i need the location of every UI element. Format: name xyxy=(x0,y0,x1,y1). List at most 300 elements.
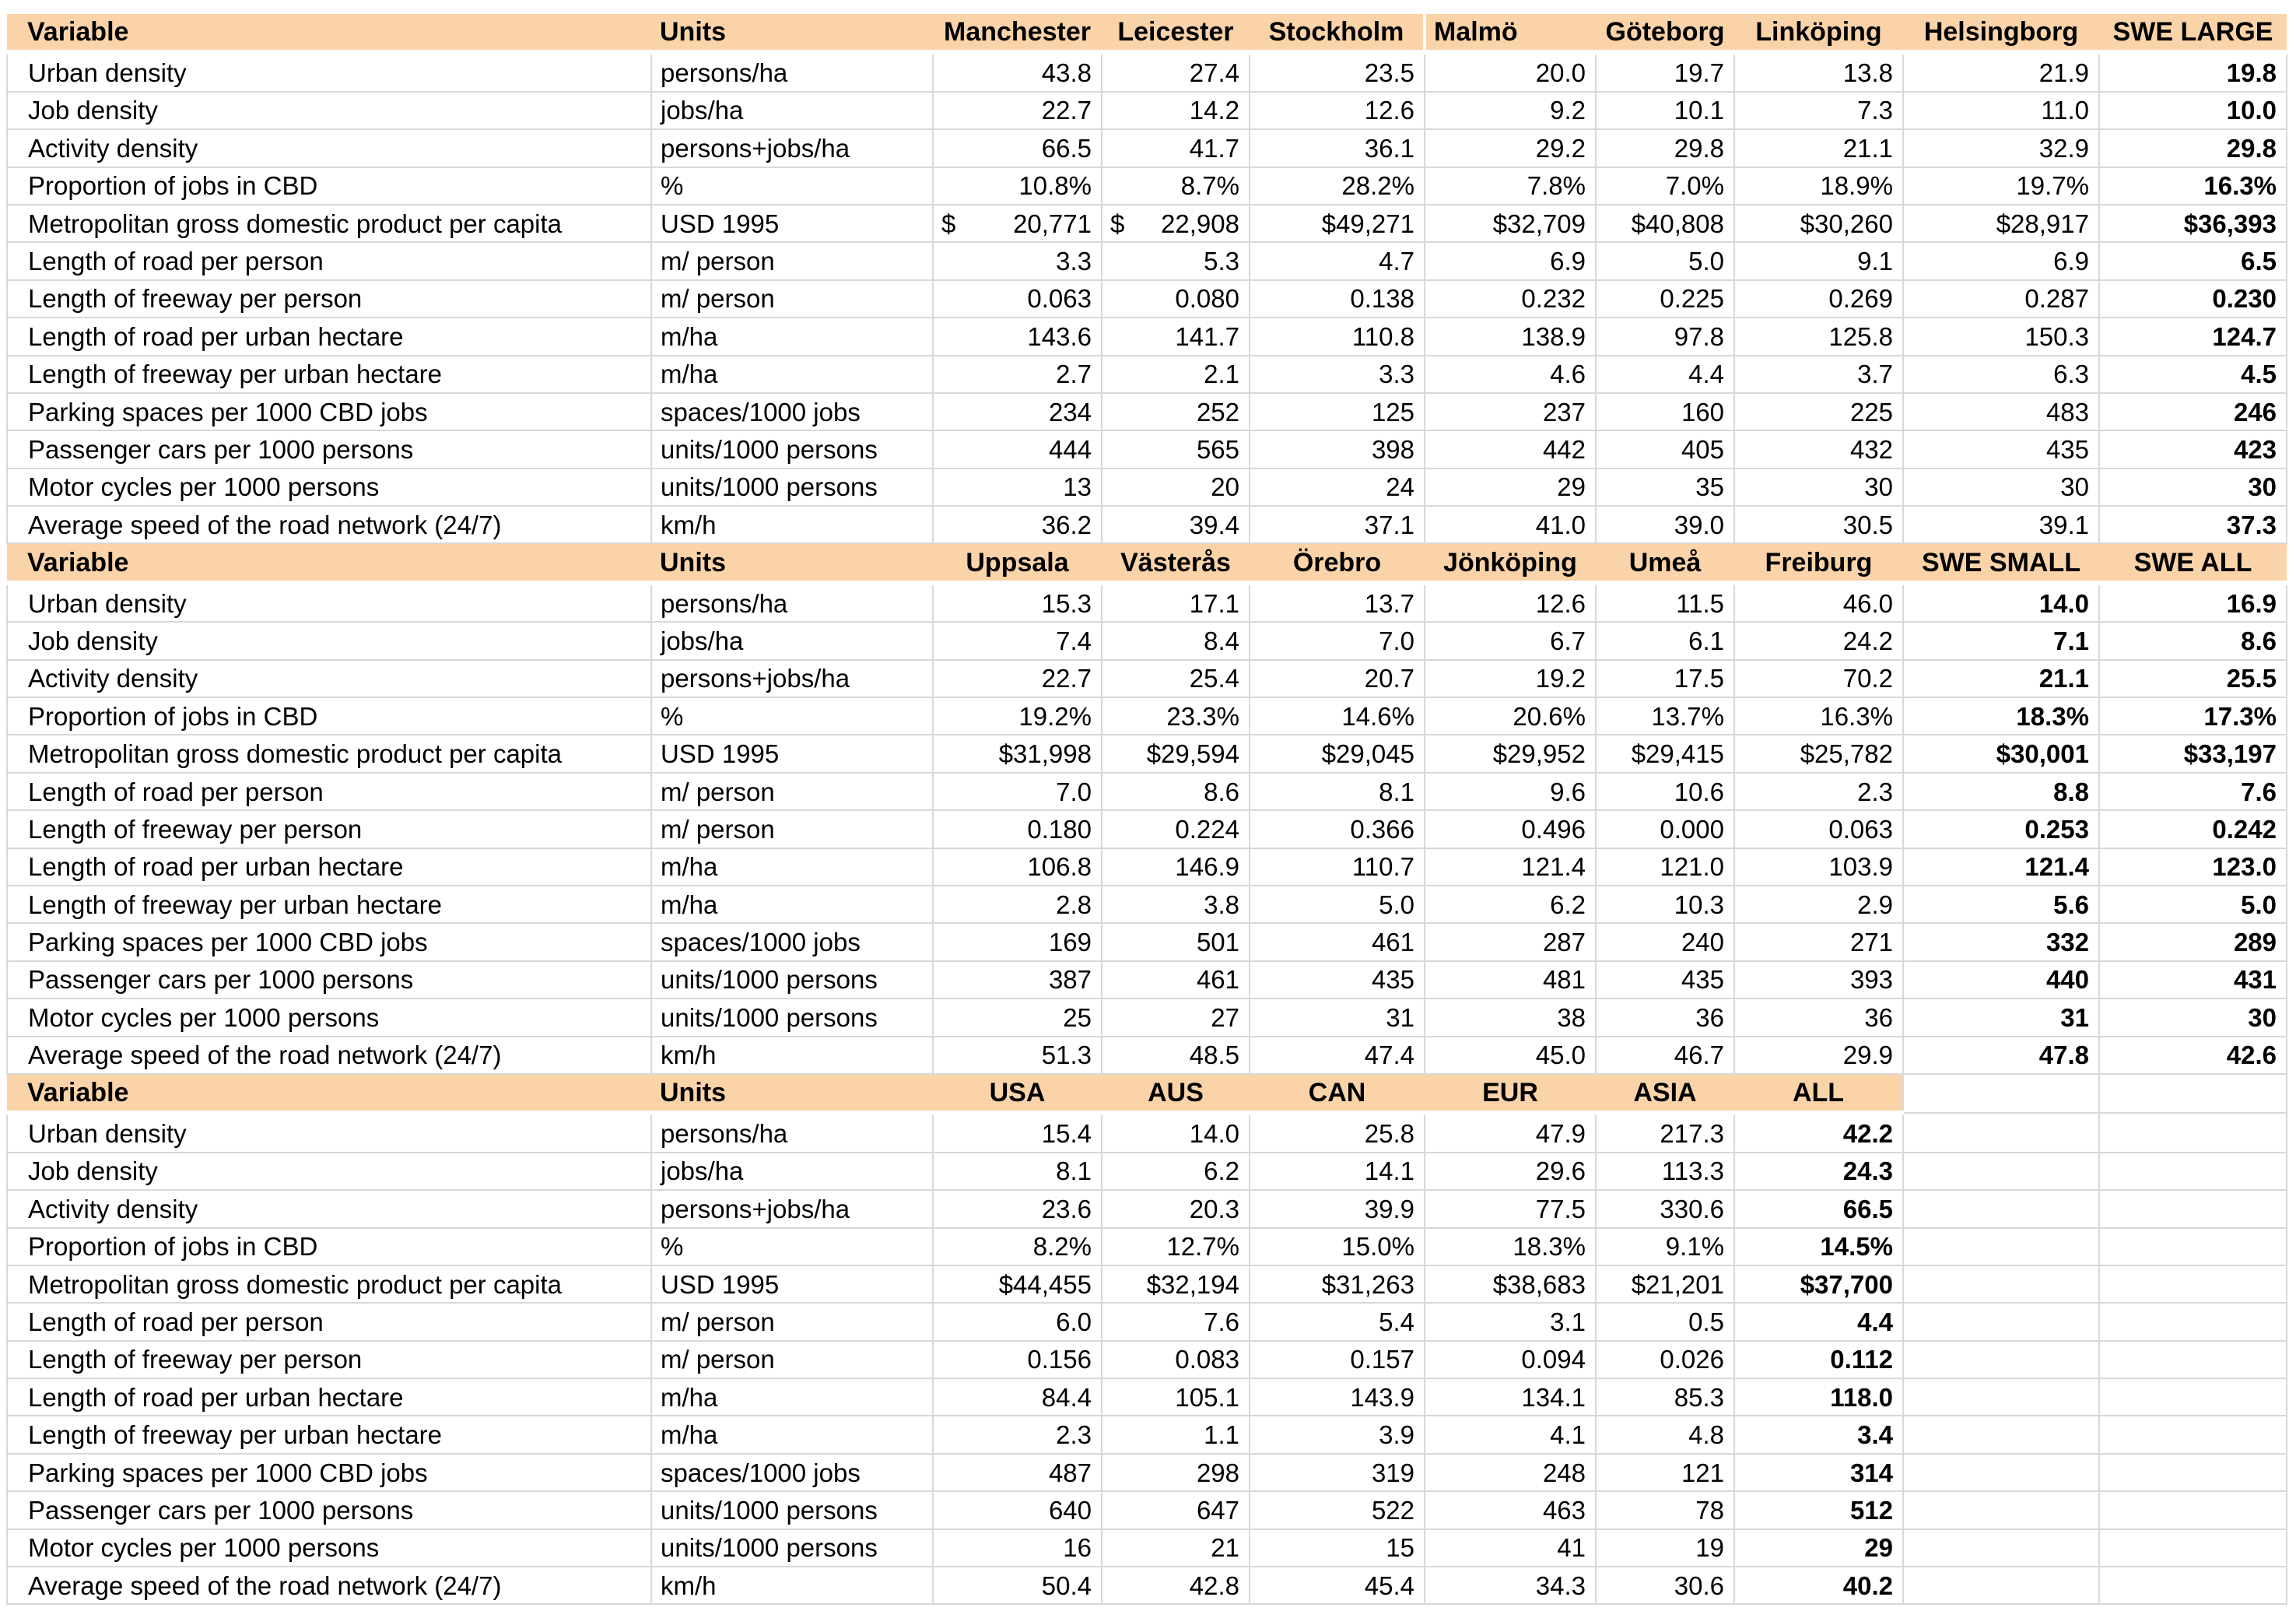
data-row xyxy=(7,242,2287,279)
units-header-cell: Units xyxy=(651,14,933,52)
value-cell: 121 xyxy=(1596,1454,1734,1491)
value-cell: 0.496 xyxy=(1425,810,1596,848)
empty-cell xyxy=(1903,1378,2099,1416)
units-cell: % xyxy=(651,1228,933,1265)
value-cell: 252 xyxy=(1102,393,1250,430)
empty-cell xyxy=(1903,1491,2099,1529)
value-cell: 30 xyxy=(1734,469,1903,506)
units-cell: persons+jobs/ha xyxy=(651,129,933,167)
value-cell: 32.9 xyxy=(1903,129,2099,167)
variable-header-cell: Variable xyxy=(7,14,651,52)
empty-cell xyxy=(1903,1113,2099,1152)
data-row xyxy=(7,1190,2287,1227)
value-cell: 22.7 xyxy=(933,660,1102,697)
variable-cell: Job density xyxy=(7,1153,651,1190)
value-cell: 27.4 xyxy=(1102,52,1250,91)
empty-cell xyxy=(1903,1228,2099,1265)
currency-amount: 20,771 xyxy=(1013,209,1092,238)
value-cell: 30 xyxy=(2099,469,2287,506)
value-cell: 13.7% xyxy=(1596,697,1734,735)
units-cell: km/h xyxy=(651,1037,933,1074)
value-cell: $38,683 xyxy=(1425,1265,1596,1303)
variable-cell: Length of freeway per urban hectare xyxy=(7,356,651,393)
variable-cell: Length of road per urban hectare xyxy=(7,848,651,886)
value-cell: 2.3 xyxy=(933,1416,1102,1453)
value-cell: 0.094 xyxy=(1425,1341,1596,1378)
data-row xyxy=(7,1378,2287,1416)
value-cell: 41.0 xyxy=(1425,506,1596,543)
value-cell: 6.9 xyxy=(1903,242,2099,279)
value-cell: 18.3% xyxy=(1903,697,2099,735)
value-cell: 461 xyxy=(1102,961,1250,999)
column-header-cell: Göteborg xyxy=(1596,14,1734,52)
value-cell: 138.9 xyxy=(1425,318,1596,355)
value-cell: 105.1 xyxy=(1102,1378,1250,1416)
value-cell: 435 xyxy=(1596,961,1734,999)
variable-cell: Activity density xyxy=(7,1190,651,1227)
value-cell: 5.0 xyxy=(1250,886,1425,923)
units-cell: persons/ha xyxy=(651,52,933,91)
value-cell: 0.224 xyxy=(1102,810,1250,848)
column-header-cell: SWE ALL xyxy=(2099,543,2287,582)
column-header-cell: ALL xyxy=(1734,1074,1903,1113)
value-cell: 123.0 xyxy=(2099,848,2287,886)
value-cell: 19.7% xyxy=(1903,167,2099,205)
data-row xyxy=(7,999,2287,1036)
value-cell: 169 xyxy=(933,923,1102,960)
value-cell: 17.1 xyxy=(1102,583,1250,622)
value-cell: 423 xyxy=(2099,430,2287,468)
value-cell: 647 xyxy=(1102,1491,1250,1529)
value-cell: $29,952 xyxy=(1425,735,1596,772)
data-row xyxy=(7,52,2287,91)
value-cell: 0.157 xyxy=(1250,1341,1425,1378)
value-cell: 50.4 xyxy=(933,1567,1102,1604)
value-cell: 113.3 xyxy=(1596,1153,1734,1190)
value-cell: 46.0 xyxy=(1734,583,1903,622)
variable-cell: Length of road per person xyxy=(7,773,651,810)
empty-cell xyxy=(2099,1265,2287,1303)
column-header-cell: SWE LARGE xyxy=(2099,14,2287,52)
value-cell: 20 xyxy=(1102,469,1250,506)
value-cell: 0.180 xyxy=(933,810,1102,848)
value-cell: 121.0 xyxy=(1596,848,1734,886)
data-row xyxy=(7,1113,2287,1152)
empty-cell xyxy=(1903,1529,2099,1567)
value-cell: 435 xyxy=(1903,430,2099,468)
variable-cell: Urban density xyxy=(7,583,651,622)
value-cell: 8.1 xyxy=(1250,773,1425,810)
value-cell: 28.2% xyxy=(1250,167,1425,205)
value-cell: 21.1 xyxy=(1734,129,1903,167)
data-row xyxy=(7,622,2287,659)
value-cell: 289 xyxy=(2099,923,2287,960)
units-cell: USD 1995 xyxy=(651,735,933,772)
value-cell: 146.9 xyxy=(1102,848,1250,886)
value-cell: 3.4 xyxy=(1734,1416,1903,1453)
value-cell: 2.9 xyxy=(1734,886,1903,923)
data-table xyxy=(6,14,2287,1605)
value-cell: 330.6 xyxy=(1596,1190,1734,1227)
value-cell: 0.000 xyxy=(1596,810,1734,848)
value-cell: 29.2 xyxy=(1425,129,1596,167)
value-cell: 0.232 xyxy=(1425,280,1596,318)
value-cell: 38 xyxy=(1425,999,1596,1036)
data-row xyxy=(7,886,2287,923)
value-cell: 234 xyxy=(933,393,1102,430)
value-cell: 0.242 xyxy=(2099,810,2287,848)
value-cell: 19.2 xyxy=(1425,660,1596,697)
column-header-cell: Jönköping xyxy=(1425,543,1596,582)
value-cell: 17.3% xyxy=(2099,697,2287,735)
value-cell: 7.6 xyxy=(2099,773,2287,810)
value-cell: $29,594 xyxy=(1102,735,1250,772)
variable-cell: Length of freeway per urban hectare xyxy=(7,886,651,923)
value-cell: 134.1 xyxy=(1425,1378,1596,1416)
value-cell: 19.7 xyxy=(1596,52,1734,91)
value-cell: $21,201 xyxy=(1596,1265,1734,1303)
empty-cell xyxy=(2099,1529,2287,1567)
column-header-cell: AUS xyxy=(1102,1074,1250,1113)
value-cell: 6.2 xyxy=(1102,1153,1250,1190)
value-cell: 237 xyxy=(1425,393,1596,430)
value-cell: 640 xyxy=(933,1491,1102,1529)
data-row xyxy=(7,430,2287,468)
variable-cell: Proportion of jobs in CBD xyxy=(7,167,651,205)
empty-cell xyxy=(1903,1416,2099,1453)
value-cell: 246 xyxy=(2099,393,2287,430)
variable-cell: Motor cycles per 1000 persons xyxy=(7,469,651,506)
value-cell: 6.7 xyxy=(1425,622,1596,659)
empty-cell xyxy=(2099,1228,2287,1265)
value-cell: 46.7 xyxy=(1596,1037,1734,1074)
data-row xyxy=(7,1341,2287,1378)
data-row xyxy=(7,697,2287,735)
units-header-cell: Units xyxy=(651,543,933,582)
units-cell: m/ha xyxy=(651,318,933,355)
data-row xyxy=(7,923,2287,960)
value-cell: 12.6 xyxy=(1250,92,1425,129)
value-cell: 39.9 xyxy=(1250,1190,1425,1227)
column-header-cell: ASIA xyxy=(1596,1074,1734,1113)
data-row xyxy=(7,129,2287,167)
value-cell: 20.3 xyxy=(1102,1190,1250,1227)
value-cell: 121.4 xyxy=(1425,848,1596,886)
value-cell: 483 xyxy=(1903,393,2099,430)
units-cell: units/1000 persons xyxy=(651,961,933,999)
value-cell: 23.5 xyxy=(1250,52,1425,91)
empty-cell xyxy=(2099,1303,2287,1340)
column-header-cell: Freiburg xyxy=(1734,543,1903,582)
column-header-cell: Uppsala xyxy=(933,543,1102,582)
value-cell: 110.7 xyxy=(1250,848,1425,886)
value-cell: $29,045 xyxy=(1250,735,1425,772)
value-cell: 0.156 xyxy=(933,1341,1102,1378)
data-row xyxy=(7,1303,2287,1340)
variable-cell: Length of freeway per person xyxy=(7,1341,651,1378)
value-cell: 103.9 xyxy=(1734,848,1903,886)
empty-cell xyxy=(1903,1454,2099,1491)
currency-symbol: $ xyxy=(1110,209,1125,238)
data-row xyxy=(7,583,2287,622)
units-cell: m/ person xyxy=(651,242,933,279)
value-cell: 319 xyxy=(1250,1454,1425,1491)
units-cell: % xyxy=(651,697,933,735)
value-cell: 5.0 xyxy=(1596,242,1734,279)
empty-cell xyxy=(1903,1190,2099,1227)
value-cell: 440 xyxy=(1903,961,2099,999)
value-cell: 6.9 xyxy=(1425,242,1596,279)
value-cell: 4.5 xyxy=(2099,356,2287,393)
units-cell: USD 1995 xyxy=(651,1265,933,1303)
units-cell: m/ha xyxy=(651,886,933,923)
value-cell: 501 xyxy=(1102,923,1250,960)
value-cell: 70.2 xyxy=(1734,660,1903,697)
value-cell: 121.4 xyxy=(1903,848,2099,886)
value-cell: 0.5 xyxy=(1596,1303,1734,1340)
currency-symbol: $ xyxy=(941,209,956,238)
variable-cell: Parking spaces per 1000 CBD jobs xyxy=(7,923,651,960)
value-cell: 0.287 xyxy=(1903,280,2099,318)
value-cell: 287 xyxy=(1425,923,1596,960)
value-cell: 125.8 xyxy=(1734,318,1903,355)
value-cell: 30.5 xyxy=(1734,506,1903,543)
value-cell: 6.1 xyxy=(1596,622,1734,659)
value-cell: $31,998 xyxy=(933,735,1102,772)
value-cell: 41 xyxy=(1425,1529,1596,1567)
variable-cell: Proportion of jobs in CBD xyxy=(7,1228,651,1265)
variable-cell: Average speed of the road network (24/7) xyxy=(7,1567,651,1604)
value-cell: $32,194 xyxy=(1102,1265,1250,1303)
value-cell: $25,782 xyxy=(1734,735,1903,772)
data-row xyxy=(7,1491,2287,1529)
value-cell: 23.3% xyxy=(1102,697,1250,735)
data-row xyxy=(7,318,2287,355)
value-cell: 66.5 xyxy=(1734,1190,1903,1227)
value-cell: 3.1 xyxy=(1425,1303,1596,1340)
value-cell: 481 xyxy=(1425,961,1596,999)
value-cell: 10.3 xyxy=(1596,886,1734,923)
value-cell: 36.1 xyxy=(1250,129,1425,167)
value-cell: 16.3% xyxy=(2099,167,2287,205)
value-cell: 118.0 xyxy=(1734,1378,1903,1416)
data-row xyxy=(7,773,2287,810)
value-cell: 0.253 xyxy=(1903,810,2099,848)
table-body xyxy=(7,14,2287,1604)
value-cell: $30,001 xyxy=(1903,735,2099,772)
value-cell: 150.3 xyxy=(1903,318,2099,355)
value-cell: 0.225 xyxy=(1596,280,1734,318)
value-cell: 7.0 xyxy=(933,773,1102,810)
value-cell: 25.8 xyxy=(1250,1113,1425,1152)
value-cell: 13.7 xyxy=(1250,583,1425,622)
value-cell: 7.0 xyxy=(1250,622,1425,659)
variable-cell: Motor cycles per 1000 persons xyxy=(7,999,651,1036)
empty-cell xyxy=(2099,1190,2287,1227)
value-cell: 9.2 xyxy=(1425,92,1596,129)
units-cell: spaces/1000 jobs xyxy=(651,1454,933,1491)
value-cell: 405 xyxy=(1596,430,1734,468)
column-header-cell: Helsingborg xyxy=(1903,14,2099,52)
units-cell: m/ha xyxy=(651,1378,933,1416)
spreadsheet-table-container xyxy=(6,14,2287,1605)
data-row xyxy=(7,205,2287,242)
data-row xyxy=(7,961,2287,999)
value-cell: 11.5 xyxy=(1596,583,1734,622)
empty-cell xyxy=(2099,1341,2287,1378)
data-row xyxy=(7,1265,2287,1303)
value-cell: 25 xyxy=(933,999,1102,1036)
value-cell: 10.6 xyxy=(1596,773,1734,810)
value-cell: 15 xyxy=(1250,1529,1425,1567)
data-row xyxy=(7,1416,2287,1453)
value-cell: 24.3 xyxy=(1734,1153,1903,1190)
value-cell: 463 xyxy=(1425,1491,1596,1529)
value-cell: 3.7 xyxy=(1734,356,1903,393)
empty-header-cell xyxy=(1903,1074,2099,1113)
value-cell: 29.6 xyxy=(1425,1153,1596,1190)
value-cell: 9.1% xyxy=(1596,1228,1734,1265)
value-cell: 565 xyxy=(1102,430,1250,468)
data-row xyxy=(7,735,2287,772)
column-header-cell: Umeå xyxy=(1596,543,1734,582)
value-cell: 30 xyxy=(2099,999,2287,1036)
empty-header-cell xyxy=(2099,1074,2287,1113)
units-cell: jobs/ha xyxy=(651,92,933,129)
value-cell: 393 xyxy=(1734,961,1903,999)
value-cell: 7.0% xyxy=(1596,167,1734,205)
value-cell: 431 xyxy=(2099,961,2287,999)
data-row xyxy=(7,167,2287,205)
units-cell: km/h xyxy=(651,506,933,543)
column-header-cell: USA xyxy=(933,1074,1102,1113)
value-cell: 332 xyxy=(1903,923,2099,960)
accounting-format-wrap xyxy=(1102,211,1239,237)
value-cell: 25.5 xyxy=(2099,660,2287,697)
value-cell: 7.8% xyxy=(1425,167,1596,205)
empty-cell xyxy=(1903,1303,2099,1340)
value-cell: 31 xyxy=(1250,999,1425,1036)
value-cell: 14.2 xyxy=(1102,92,1250,129)
variable-cell: Urban density xyxy=(7,52,651,91)
variable-cell: Length of freeway per urban hectare xyxy=(7,1416,651,1453)
value-cell: 37.1 xyxy=(1250,506,1425,543)
value-cell: 0.366 xyxy=(1250,810,1425,848)
empty-cell xyxy=(1903,1265,2099,1303)
value-cell: 2.3 xyxy=(1734,773,1903,810)
value-cell: 21.9 xyxy=(1903,52,2099,91)
data-row xyxy=(7,393,2287,430)
empty-cell xyxy=(2099,1567,2287,1604)
value-cell: 47.4 xyxy=(1250,1037,1425,1074)
value-cell: 4.1 xyxy=(1425,1416,1596,1453)
variable-cell: Length of freeway per person xyxy=(7,280,651,318)
value-cell: 5.4 xyxy=(1250,1303,1425,1340)
variable-cell: Proportion of jobs in CBD xyxy=(7,697,651,735)
value-cell: 36.2 xyxy=(933,506,1102,543)
section-header-row xyxy=(7,543,2287,582)
empty-cell xyxy=(2099,1113,2287,1152)
variable-header-cell: Variable xyxy=(7,543,651,582)
value-cell: 8.7% xyxy=(1102,167,1250,205)
units-cell: m/ person xyxy=(651,810,933,848)
value-cell: $30,260 xyxy=(1734,205,1903,242)
value-cell: 432 xyxy=(1734,430,1903,468)
value-cell: 2.1 xyxy=(1102,356,1250,393)
value-cell: 29 xyxy=(1734,1529,1903,1567)
value-cell: 24 xyxy=(1250,469,1425,506)
value-cell: 9.6 xyxy=(1425,773,1596,810)
value-cell: 0.063 xyxy=(1734,810,1903,848)
value-cell: 19.8 xyxy=(2099,52,2287,91)
value-cell: 271 xyxy=(1734,923,1903,960)
variable-cell: Activity density xyxy=(7,129,651,167)
data-row xyxy=(7,810,2287,848)
data-row xyxy=(7,92,2287,129)
value-cell: 12.6 xyxy=(1425,583,1596,622)
value-cell: 8.2% xyxy=(933,1228,1102,1265)
value-cell: 35 xyxy=(1596,469,1734,506)
units-cell: m/ha xyxy=(651,1416,933,1453)
value-cell: 7.3 xyxy=(1734,92,1903,129)
value-cell: 18.9% xyxy=(1734,167,1903,205)
value-cell: 39.4 xyxy=(1102,506,1250,543)
variable-cell: Metropolitan gross domestic product per capita xyxy=(7,205,651,242)
variable-cell: Length of freeway per person xyxy=(7,810,651,848)
value-cell: 10.1 xyxy=(1596,92,1734,129)
value-cell: 217.3 xyxy=(1596,1113,1734,1152)
value-cell: 42.2 xyxy=(1734,1113,1903,1152)
variable-cell: Length of road per urban hectare xyxy=(7,1378,651,1416)
value-cell: 8.6 xyxy=(1102,773,1250,810)
value-cell: 25.4 xyxy=(1102,660,1250,697)
value-cell: 298 xyxy=(1102,1454,1250,1491)
value-cell: $36,393 xyxy=(2099,205,2287,242)
units-cell: persons+jobs/ha xyxy=(651,660,933,697)
value-cell: 4.6 xyxy=(1425,356,1596,393)
value-cell: 29 xyxy=(1425,469,1596,506)
value-cell: 3.3 xyxy=(933,242,1102,279)
value-cell: 444 xyxy=(933,430,1102,468)
variable-cell: Metropolitan gross domestic product per capita xyxy=(7,1265,651,1303)
units-cell: m/ha xyxy=(651,848,933,886)
column-header-cell: Stockholm xyxy=(1250,14,1425,52)
value-cell: 45.4 xyxy=(1250,1567,1425,1604)
value-cell: 97.8 xyxy=(1596,318,1734,355)
value-cell: $44,455 xyxy=(933,1265,1102,1303)
value-cell: 21 xyxy=(1102,1529,1250,1567)
value-cell: 225 xyxy=(1734,393,1903,430)
value-cell: 314 xyxy=(1734,1454,1903,1491)
value-cell: 5.0 xyxy=(2099,886,2287,923)
variable-cell: Passenger cars per 1000 persons xyxy=(7,1491,651,1529)
value-cell: 77.5 xyxy=(1425,1190,1596,1227)
units-cell: persons/ha xyxy=(651,583,933,622)
variable-cell: Metropolitan gross domestic product per capita xyxy=(7,735,651,772)
value-cell: 0.230 xyxy=(2099,280,2287,318)
variable-cell: Average speed of the road network (24/7) xyxy=(7,506,651,543)
value-cell: 85.3 xyxy=(1596,1378,1734,1416)
column-header-cell: Örebro xyxy=(1250,543,1425,582)
variable-cell: Motor cycles per 1000 persons xyxy=(7,1529,651,1567)
units-cell: m/ person xyxy=(651,1341,933,1378)
data-row xyxy=(7,1153,2287,1190)
value-cell: $32,709 xyxy=(1425,205,1596,242)
value-cell: 10.0 xyxy=(2099,92,2287,129)
value-cell: 160 xyxy=(1596,393,1734,430)
value-cell: 16.9 xyxy=(2099,583,2287,622)
value-cell: 0.026 xyxy=(1596,1341,1734,1378)
